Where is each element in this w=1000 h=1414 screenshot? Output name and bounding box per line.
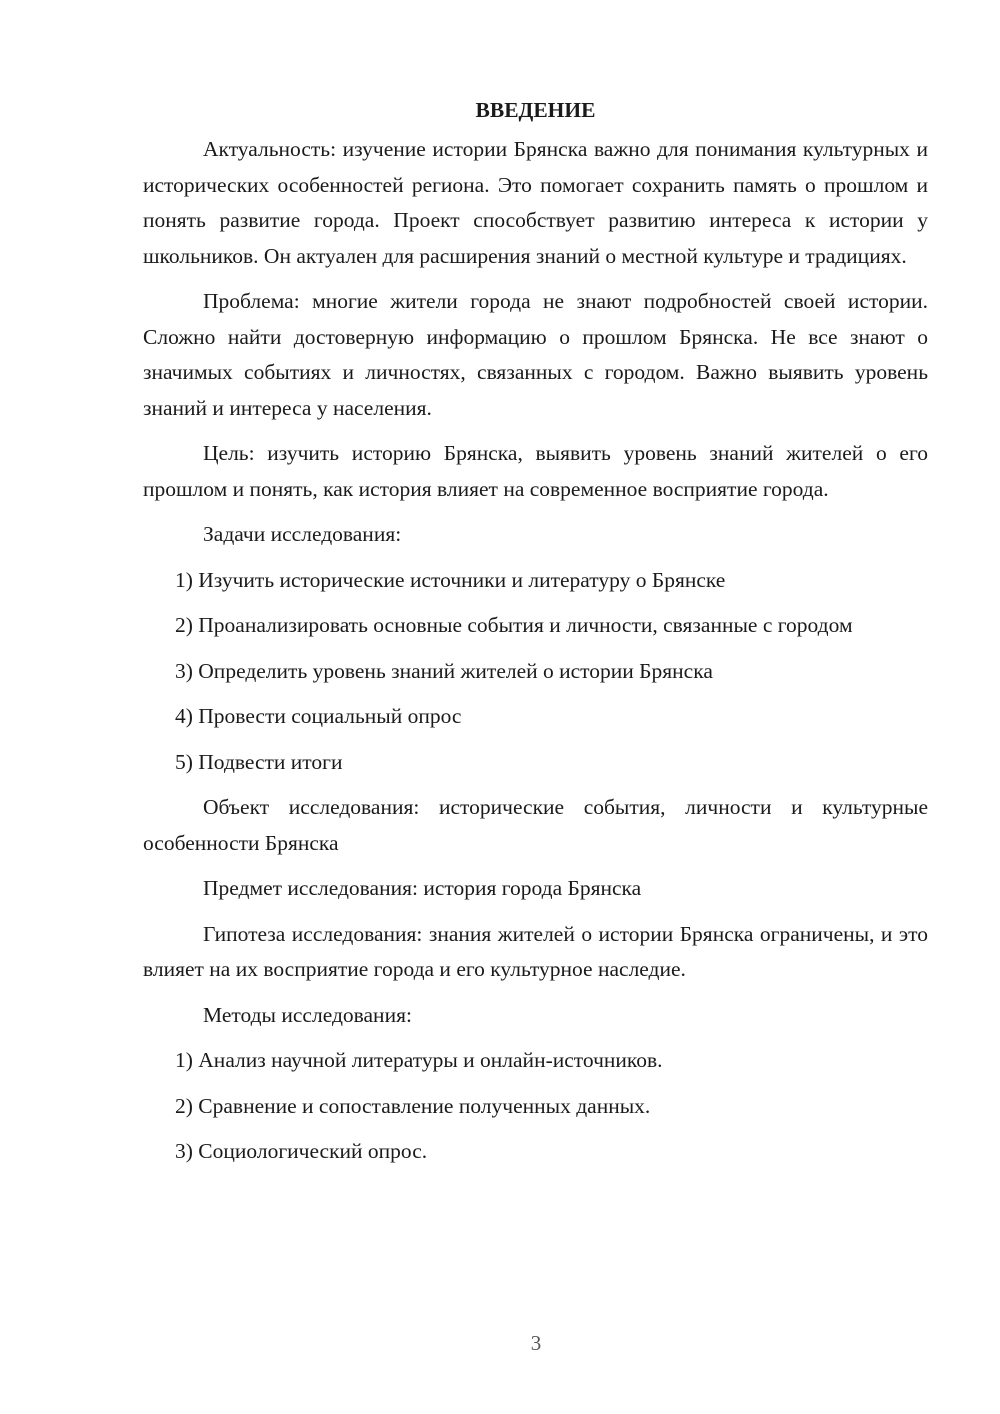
tasks-heading: Задачи исследования: [203,522,402,546]
task-item: 1) Изучить исторические источники и литературу о Брянске [175,567,726,592]
problem-paragraph: Проблема: многие жители города не знают подробностей своей истории. Сложно найти достоверную информацию о прошлом Брянска. Не все знают о значимых событиях и личностях, связанных с городом. Важно выявить уровень знаний и интереса у населения. [143,289,928,420]
method-item: 2) Сравнение и сопоставление полученных данных. [175,1093,651,1118]
document-page [143,92,928,1180]
task-item: 5) Подвести итоги [175,749,343,774]
goal-paragraph: Цель: изучить историю Брянска, выявить уровень знаний жителей о его прошлом и понять, как история влияет на современное восприятие города. [143,441,928,501]
section-title: ВВЕДЕНИЕ [475,98,596,122]
task-item: 2) Проанализировать основные события и личности, связанные с городом [175,613,853,637]
relevance-paragraph: Актуальность: изучение истории Брянска важно для понимания культурных и исторических особенностей региона. Это помогает сохранить память о прошлом и понять развитие города. Проект способствует развитию интереса к истории у школьников. Он актуален для расширения знаний о местной культуре и традициях. [143,137,928,268]
task-item: 4) Провести социальный опрос [175,704,462,728]
object-paragraph: Объект исследования: исторические события, личности и культурные особенности Брянска [143,795,928,855]
page-number: 3 [530,1331,542,1355]
hypothesis-paragraph: Гипотеза исследования: знания жителей о истории Брянска ограничены, и это влияет на их восприятие города и его культурное наследие. [143,921,928,981]
task-item: 3) Определить уровень знаний жителей о истории Брянска [175,658,713,683]
method-item: 3) Социологический опрос. [175,1139,428,1163]
subject-paragraph: Предмет исследования: история города Брянска [203,876,642,900]
method-item: 1) Анализ научной литературы и онлайн-источников. [175,1048,663,1072]
methods-heading: Методы исследования: [203,1002,412,1027]
